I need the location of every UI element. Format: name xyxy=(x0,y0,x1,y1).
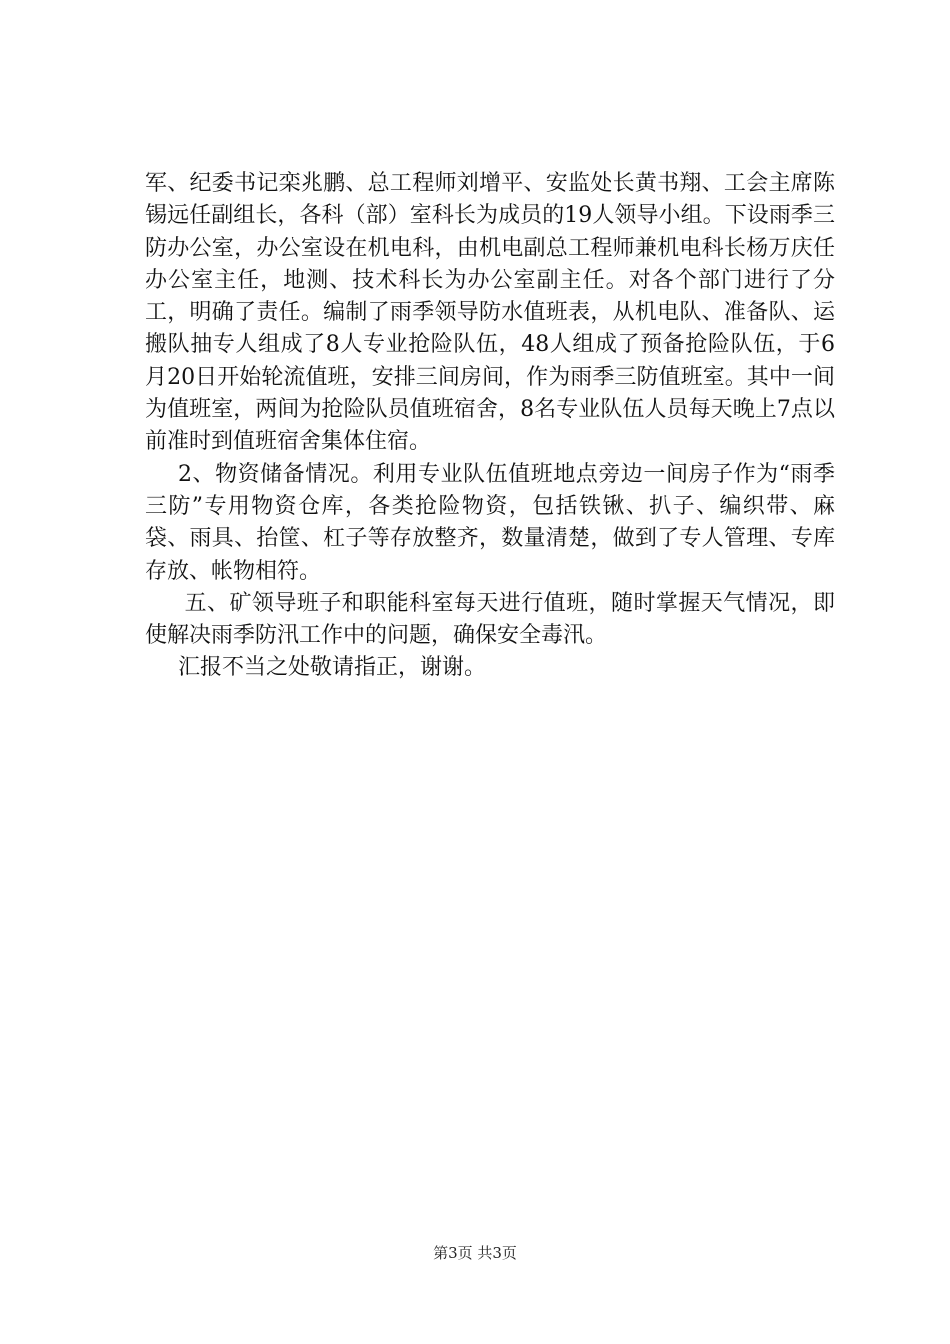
paragraph-duty-roster: 五、矿领导班子和职能科室每天进行值班，随时掌握天气情况，即使解决雨季防汛工作中的问题，确保安全毒汛。 xyxy=(145,590,835,649)
page-footer: 第3页 共3页 xyxy=(433,1244,517,1262)
paragraph-material-reserve: 2、物资储备情况。利用专业队伍值班地点旁边一间房子作为“雨季三防”专用物资仓库，各类抢险物资，包括铁锹、扒子、编织带、麻袋、雨具、抬筐、杠子等存放整齐，数量清楚，做到了专人管理、专库存放、帐物相符。 xyxy=(145,461,835,584)
paragraph-closing: 汇报不当之处敬请指正，谢谢。 xyxy=(178,655,487,681)
paragraph-continuation: 军、纪委书记栾兆鹏、总工程师刘增平、安监处长黄书翔、工会主席陈锡远任副组长，各科（部）室科长为成员的19人领导小组。下设雨季三防办公室，办公室设在机电科，由机电副总工程师兼机电科长杨万庆任办公室主任，地测、技术科长为办公室副主任。对各个部门进行了分工，明确了责任。编制了雨季领导防水值班表，从机电队、准备队、运搬队抽专人组成了8人专业抢险队伍，48人组成了预备抢险队伍，于6月20日开始轮流值班，安排三间房间，作为雨季三防值班室。其中一间为值班室，两间为抢险队员值班宿舍，8名专业队伍人员每天晚上7点以前准时到值班宿舍集体住宿。 xyxy=(145,171,835,455)
document-body xyxy=(145,168,835,685)
